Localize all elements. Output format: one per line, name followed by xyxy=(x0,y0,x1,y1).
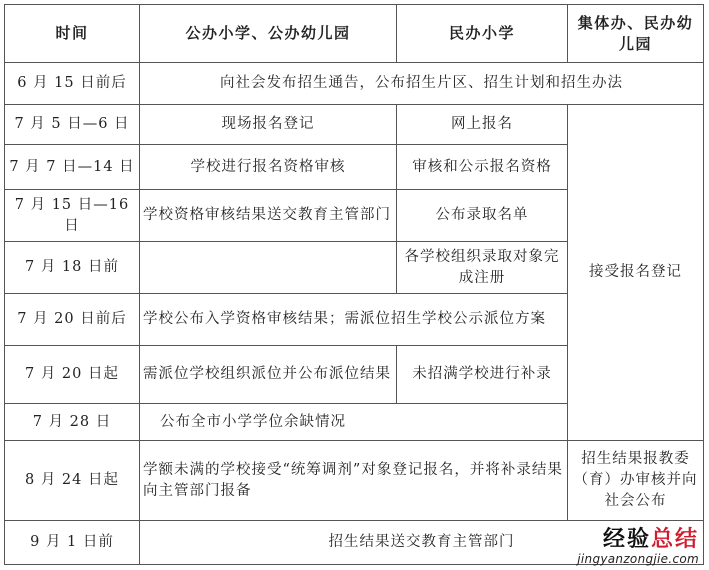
watermark-logo: 经验总结 xyxy=(602,527,699,552)
enrollment-schedule-table xyxy=(4,4,704,565)
row-time: 8 月 24 日起 xyxy=(5,441,140,521)
row-private-primary: 公布录取名单 xyxy=(397,190,568,242)
row-time: 7 月 28 日 xyxy=(5,404,140,441)
header-private-primary: 民办小学 xyxy=(397,5,568,63)
row-private-primary: 审核和公示报名资格 xyxy=(397,145,568,190)
row-time: 9 月 1 日前 xyxy=(5,521,140,565)
watermark-url: jingyanzongjie.com xyxy=(577,552,699,566)
table-row xyxy=(5,105,704,145)
row-time: 7 月 20 日起 xyxy=(5,346,140,404)
table-row xyxy=(5,63,704,105)
row-time: 7 月 15 日—16 日 xyxy=(5,190,140,242)
row-public: 现场报名登记 xyxy=(140,105,397,145)
row-public: 公布全市小学学位余缺情况 xyxy=(140,404,568,441)
table-row xyxy=(5,441,704,521)
row-private-primary: 未招满学校进行补录 xyxy=(397,346,568,404)
table-header-row xyxy=(5,5,704,63)
row-public: 学校进行报名资格审核 xyxy=(140,145,397,190)
row-public: 学校公布入学资格审核结果；需派位招生学校公示派位方案 xyxy=(140,294,568,346)
row-span-text: 向社会发布招生通告，公布招生片区、招生计划和招生办法 xyxy=(140,63,704,105)
row-public: 学额未满的学校接受“统筹调剂”对象登记报名，并将补录结果向主管部门报备 xyxy=(140,441,568,521)
row-time: 6 月 15 日前后 xyxy=(5,63,140,105)
row-public: 学校资格审核结果送交教育主管部门 xyxy=(140,190,397,242)
row-span-text: 招生结果送交教育主管部门 xyxy=(140,521,704,565)
row-public: 需派位学校组织派位并公布派位结果 xyxy=(140,346,397,404)
row-collective: 招生结果报教委（育）办审核并向社会公布 xyxy=(568,441,704,521)
row-public xyxy=(140,242,397,294)
row-private-primary: 网上报名 xyxy=(397,105,568,145)
row-time: 7 月 5 日—6 日 xyxy=(5,105,140,145)
row-time: 7 月 7 日—14 日 xyxy=(5,145,140,190)
collective-merged-cell: 接受报名登记 xyxy=(568,105,704,441)
watermark xyxy=(577,528,699,566)
row-time: 7 月 20 日前后 xyxy=(5,294,140,346)
header-public: 公办小学、公办幼儿园 xyxy=(140,5,397,63)
row-private-primary: 各学校组织录取对象完成注册 xyxy=(397,242,568,294)
header-time: 时间 xyxy=(5,5,140,63)
row-time: 7 月 18 日前 xyxy=(5,242,140,294)
header-collective: 集体办、民办幼儿园 xyxy=(568,5,704,63)
